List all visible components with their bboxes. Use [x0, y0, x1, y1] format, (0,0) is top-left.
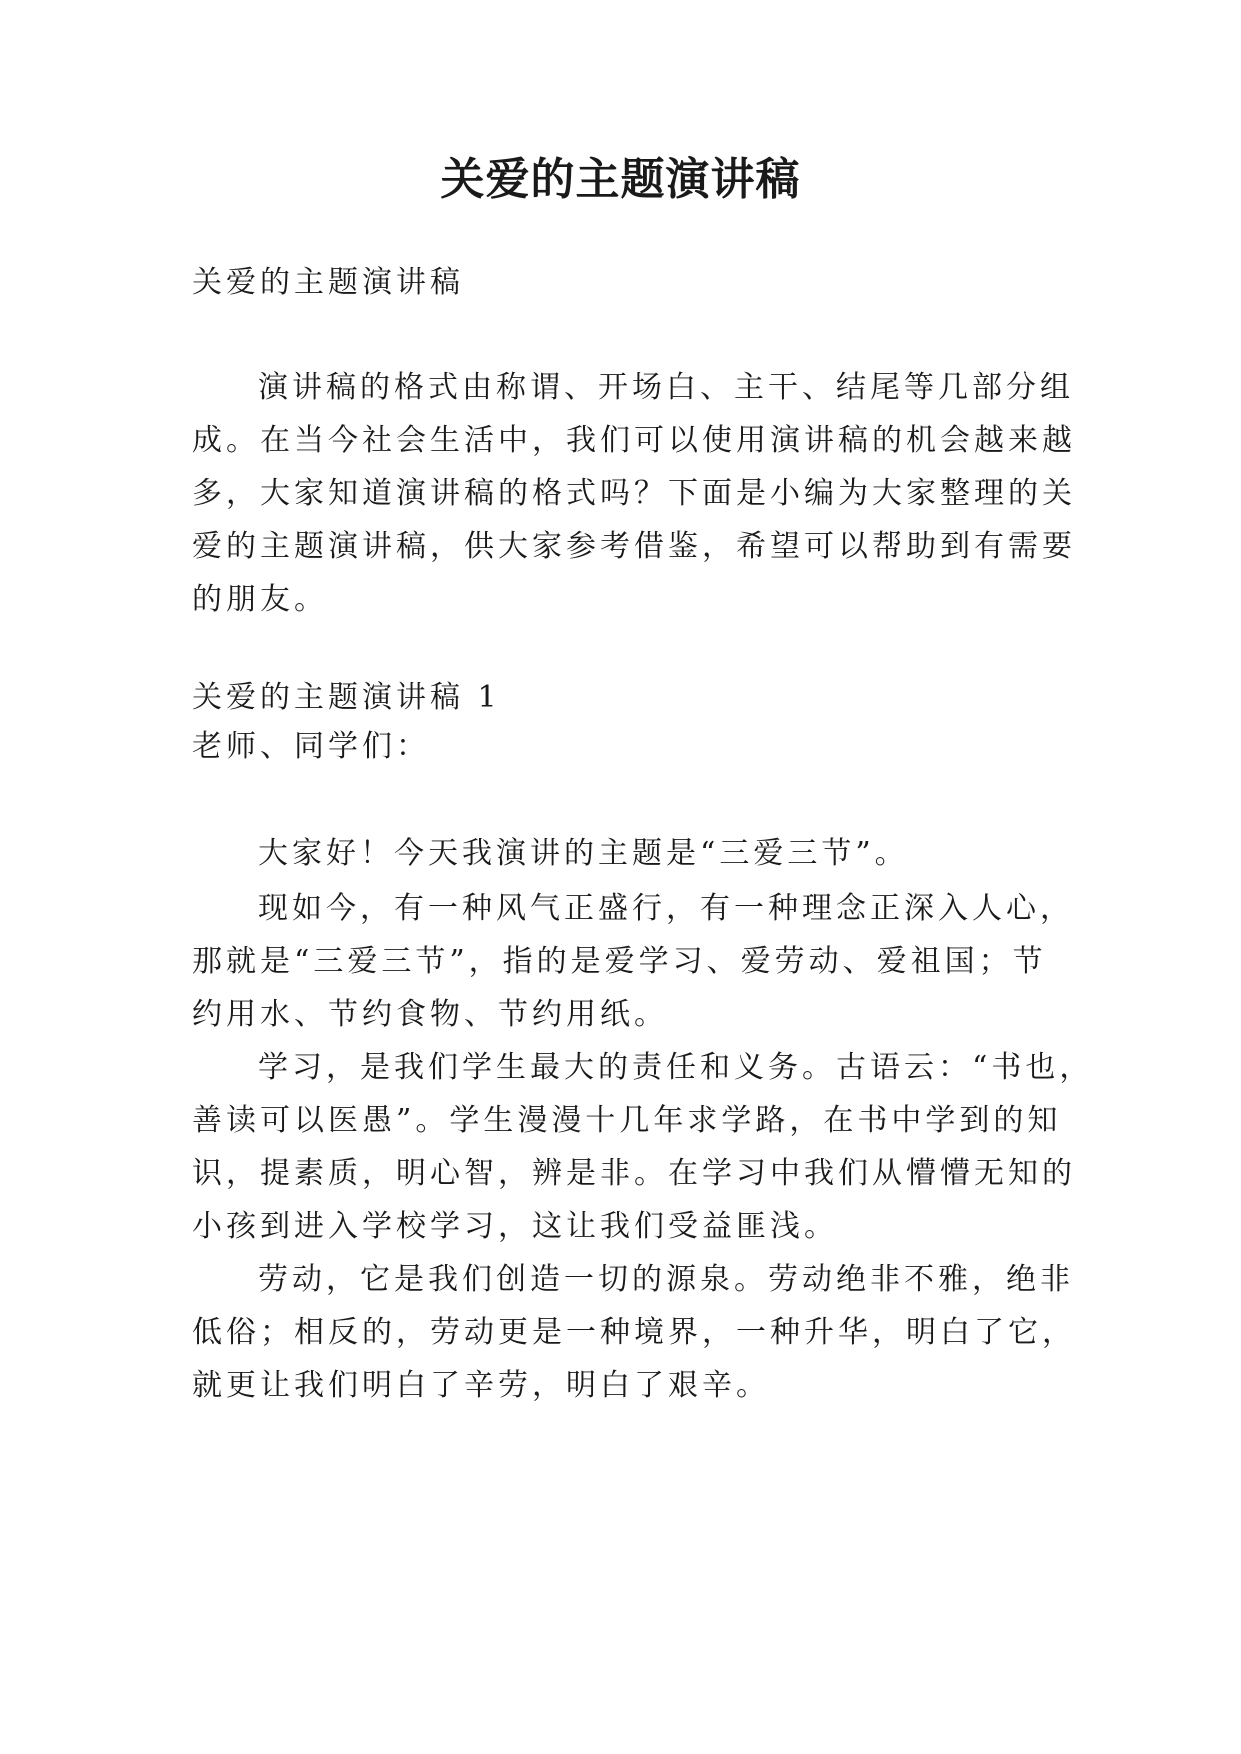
- paragraph-line: 那就是“三爱三节”，指的是爱学习、爱劳动、爱祖国；节: [192, 944, 1047, 979]
- greeting-line: 大家好！今天我演讲的主题是“三爱三节”。: [258, 836, 909, 871]
- paragraph-line: 现如今，有一种风气正盛行，有一种理念正深入人心，: [258, 891, 1074, 926]
- paragraph-line: 学习，是我们学生最大的责任和义务。古语云：“书也，: [258, 1050, 1094, 1085]
- paragraph-line: 约用水、节约食物、节约用纸。: [192, 997, 668, 1032]
- paragraph-line: 劳动，它是我们创造一切的源泉。劳动绝非不雅，绝非: [258, 1262, 1074, 1297]
- paragraph-line: 就更让我们明白了辛劳，明白了艰辛。: [192, 1368, 770, 1403]
- intro-line: 多，大家知道演讲稿的格式吗？下面是小编为大家整理的关: [192, 476, 1076, 511]
- intro-line: 演讲稿的格式由称谓、开场白、主干、结尾等几部分组: [258, 370, 1074, 405]
- salutation: 老师、同学们：: [192, 729, 430, 764]
- paragraph-line: 善读可以医愚”。学生漫漫十几年求学路，在书中学到的知: [192, 1103, 1062, 1138]
- document-title: 关爱的主题演讲稿: [440, 154, 801, 205]
- intro-line: 成。在当今社会生活中，我们可以使用演讲稿的机会越来越: [192, 423, 1076, 458]
- paragraph-line: 低俗；相反的，劳动更是一种境界，一种升华，明白了它，: [192, 1315, 1076, 1350]
- paragraph-line: 识，提素质，明心智，辨是非。在学习中我们从懵懵无知的: [192, 1156, 1076, 1191]
- section-heading: 关爱的主题演讲稿 1: [192, 680, 501, 715]
- intro-line: 的朋友。: [192, 582, 328, 617]
- document-subtitle: 关爱的主题演讲稿: [192, 265, 464, 300]
- paragraph-line: 小孩到进入学校学习，这让我们受益匪浅。: [192, 1209, 838, 1244]
- intro-line: 爱的主题演讲稿，供大家参考借鉴，希望可以帮助到有需要: [192, 529, 1076, 564]
